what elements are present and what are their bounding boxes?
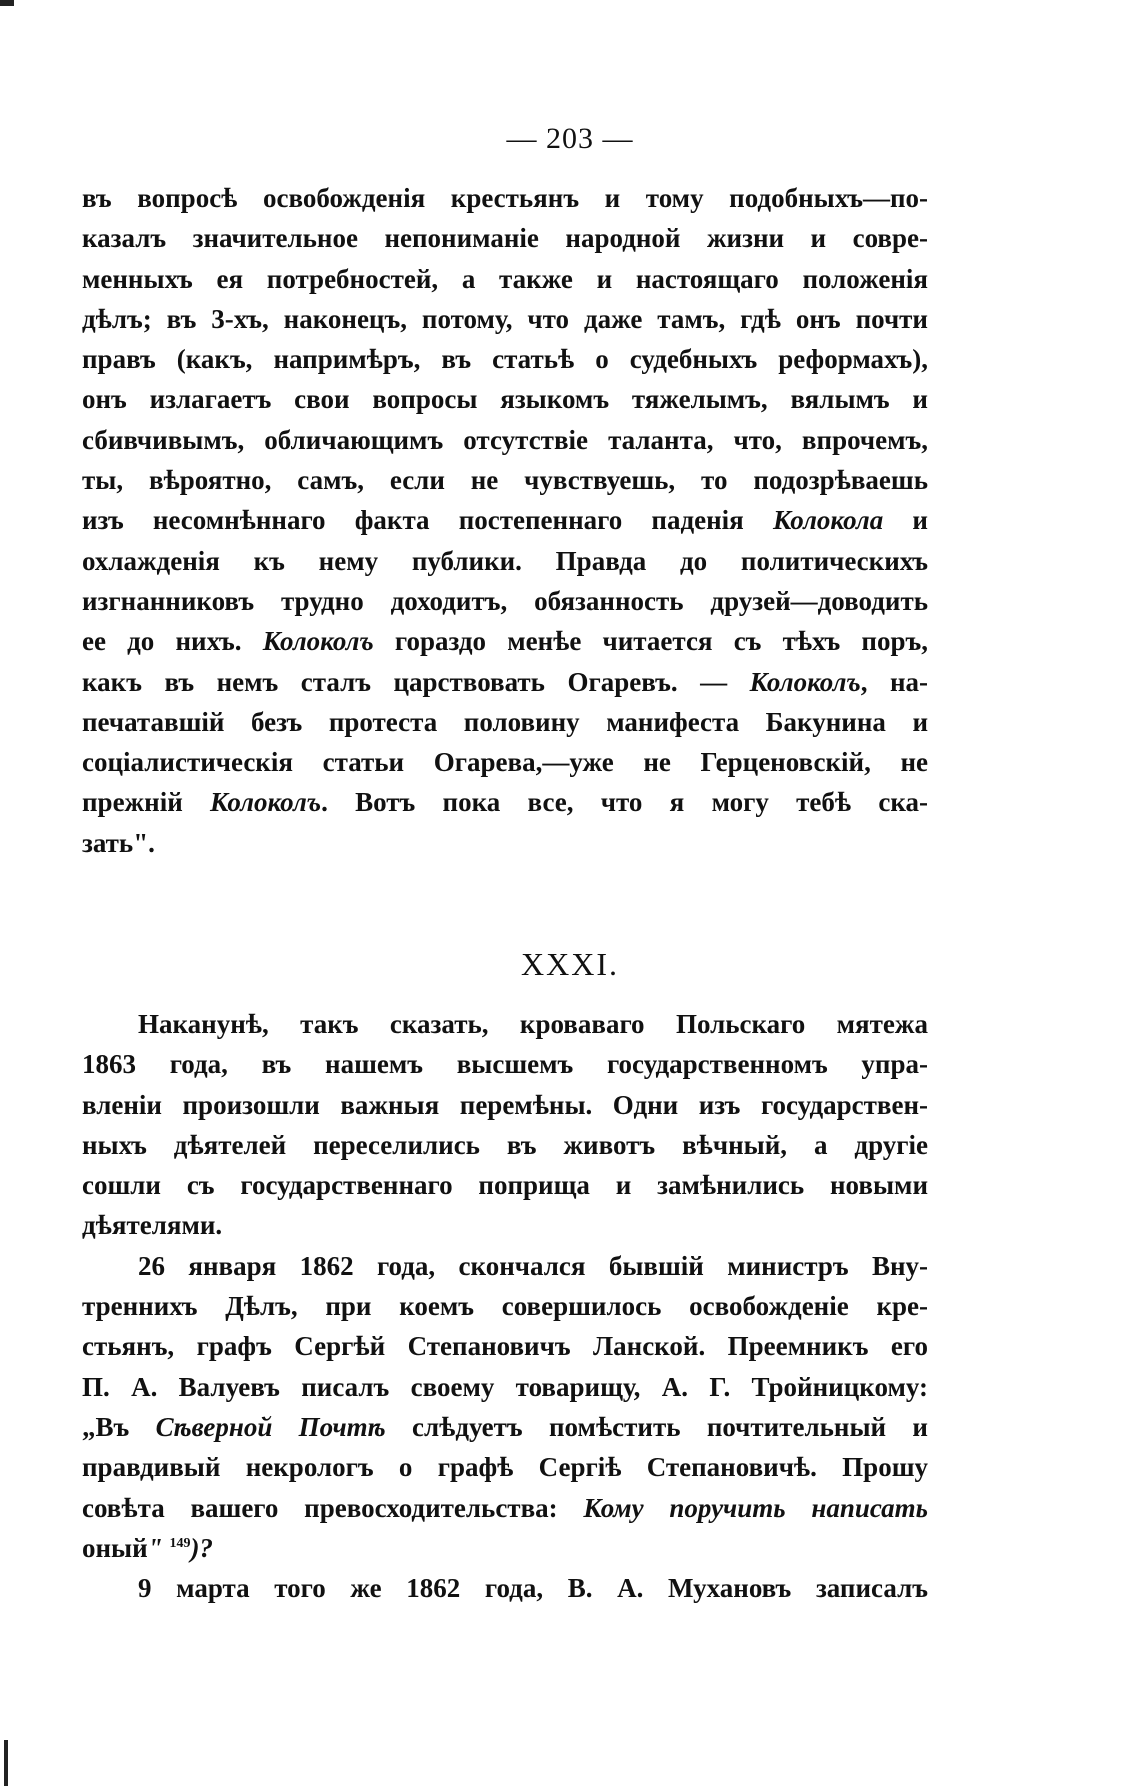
text-run: изъ несомнѣннаго факта постепеннаго паденія — [82, 505, 773, 536]
text-run: Наканунѣ, такъ сказать, кроваваго Польскаго мятежа — [138, 1009, 928, 1039]
text-run: печатавшій безъ протеста половину манифеста Бакунина и — [82, 706, 928, 737]
text-line — [82, 259, 928, 299]
italic-title: Колоколъ — [262, 626, 374, 657]
text-line — [82, 299, 928, 339]
text-line — [82, 662, 928, 702]
text-run: дѣятелями. — [82, 1210, 223, 1241]
text-run: , на- — [860, 666, 928, 697]
text-run: 9 марта того же 1862 года, В. А. Мухановъ записалъ — [138, 1573, 928, 1604]
text-run: и — [883, 505, 928, 536]
text-run: ее до нихъ. — [82, 626, 263, 657]
text-line — [82, 1447, 928, 1487]
text-line — [82, 339, 928, 379]
text-line — [82, 379, 928, 419]
text-line — [82, 1568, 928, 1608]
text-line — [82, 218, 928, 258]
text-line — [82, 581, 928, 621]
text-run: онъ излагаетъ свои вопросы языкомъ тяжелымъ, вялымъ и — [82, 384, 928, 415]
text-run: П. А. Валуевъ писалъ своему товарищу, А. Г. Тройницкому: — [82, 1371, 928, 1402]
text-run: сошли съ государственнаго поприща и замѣнились новыми — [82, 1170, 928, 1201]
text-run: . Вотъ пока все, что я могу тебѣ ска- — [321, 787, 928, 818]
text-run: треннихъ Дѣлъ, при коемъ совершилось освобожденіе кре- — [82, 1291, 928, 1322]
chapter-heading: XXXI. — [521, 946, 619, 982]
text-run: изгнанниковъ трудно доходитъ, обязанность друзей—доводить — [82, 585, 928, 616]
text-line — [82, 1205, 928, 1245]
text-run: стьянъ, графъ Сергѣй Степановичъ Ланской. Преемникъ его — [82, 1331, 928, 1362]
italic-title: )? — [190, 1532, 213, 1563]
page-number: — 203 — — [506, 122, 634, 155]
text-line — [82, 782, 928, 822]
text-line — [82, 178, 928, 218]
italic-title: " — [147, 1532, 170, 1563]
text-run: слѣдуетъ помѣстить почтительный и — [385, 1411, 928, 1442]
italic-title: Колоколъ — [749, 666, 861, 697]
text-run: 26 января 1862 года, скончался бывшій министръ Вну- — [138, 1250, 928, 1281]
text-line — [82, 702, 928, 742]
text-run: охлажденія къ нему публики. Правда до политическихъ — [82, 545, 928, 576]
italic-title: Кому поручить написать — [583, 1492, 928, 1523]
text-run: сбивчивымъ, обличающимъ отсутствіе таланта, что, впрочемъ, — [82, 424, 928, 455]
scan-edge-mark-bottom — [4, 1740, 8, 1786]
text-line — [82, 1246, 928, 1286]
footnote-ref: 149 — [169, 1535, 191, 1551]
paragraph-block-chapter-xxxi — [82, 1004, 928, 1608]
text-line — [82, 1488, 928, 1528]
text-line — [82, 541, 928, 581]
text-run: менныхъ ея потребностей, а также и настоящаго положенія — [82, 263, 928, 294]
text-line — [82, 460, 928, 500]
italic-title: Колокола — [772, 505, 884, 536]
text-run: зать". — [82, 827, 155, 858]
text-line — [82, 1165, 928, 1205]
text-run: казалъ значительное непониманіе народной жизни и совре- — [82, 223, 928, 254]
text-run: прежній — [82, 787, 211, 818]
paragraph-block-letter-end — [82, 178, 928, 863]
text-run: „Въ — [82, 1411, 156, 1442]
text-line — [82, 420, 928, 460]
text-line — [82, 621, 928, 661]
scan-edge-mark-top — [0, 0, 14, 6]
text-line — [82, 823, 928, 863]
text-run: совѣта вашего превосходительства: — [82, 1492, 584, 1523]
text-run: ныхъ дѣятелей переселились въ животъ вѣчный, а другіе — [82, 1129, 928, 1160]
text-line — [82, 1286, 928, 1326]
text-line — [82, 1044, 928, 1084]
text-run: правдивый некрологъ о графѣ Сергіѣ Степановичѣ. Прошу — [82, 1452, 928, 1483]
text-line — [82, 1407, 928, 1447]
italic-title: Колоколъ — [210, 787, 322, 818]
text-line — [82, 1367, 928, 1407]
text-run: 1863 года, въ нашемъ высшемъ государственномъ упра- — [82, 1049, 928, 1080]
text-run: правъ (какъ, напримѣръ, въ статьѣ о судебныхъ реформахъ), — [82, 344, 928, 375]
text-run: какъ въ немъ сталъ царствовать Огаревъ. — — [82, 666, 750, 697]
text-line — [82, 1528, 928, 1568]
text-run: дѣлъ; въ 3-хъ, наконецъ, потому, что даже тамъ, гдѣ онъ почти — [82, 303, 928, 334]
text-line — [82, 1085, 928, 1125]
text-line — [82, 1004, 928, 1044]
text-line — [82, 500, 928, 540]
text-run: въ вопросѣ освобожденія крестьянъ и тому подобныхъ—по- — [82, 183, 928, 213]
text-run: оный — [82, 1532, 148, 1563]
text-run: гораздо менѣе читается съ тѣхъ поръ, — [373, 626, 928, 657]
text-run: ты, вѣроятно, самъ, если не чувствуешь, то подозрѣваешь — [82, 465, 928, 496]
text-line — [82, 742, 928, 782]
italic-title: Сѣверной Почтѣ — [155, 1411, 386, 1442]
text-run: соціалистическія статьи Огарева,—уже не Герценовскій, не — [82, 747, 928, 778]
text-line — [82, 1125, 928, 1165]
text-run: вленіи произошли важныя перемѣны. Одни изъ государствен- — [82, 1089, 928, 1120]
text-line — [82, 1326, 928, 1366]
